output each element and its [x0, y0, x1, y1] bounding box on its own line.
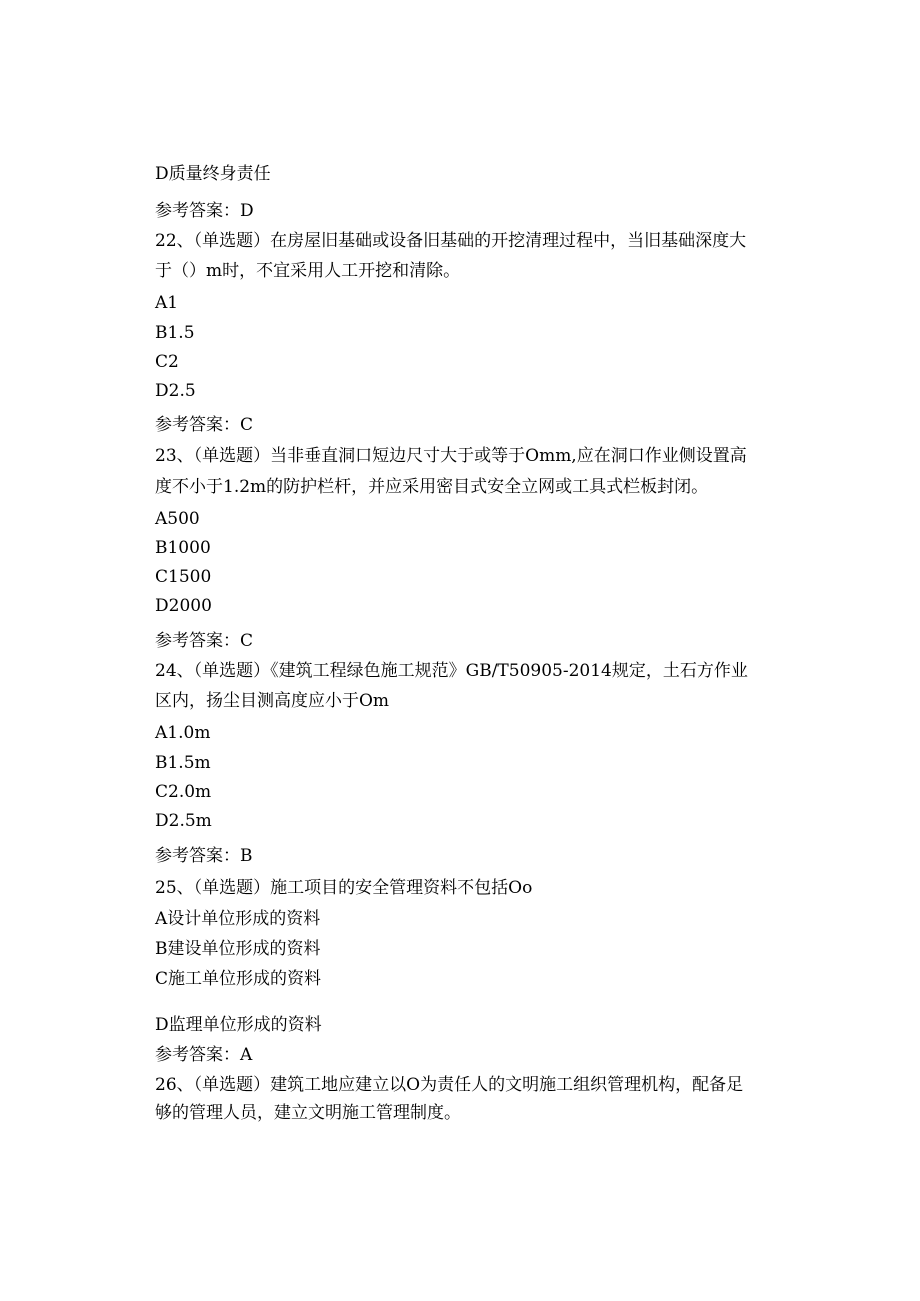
question-24-line-1: 24、（单选题）《建筑工程绿色施工规范》GB/T50905-2014规定，土石方作业 — [155, 661, 748, 681]
option-text: A1 — [155, 293, 179, 313]
answer-text: 参考答案：B — [155, 846, 253, 866]
option-text: D2.5m — [155, 811, 212, 831]
option-text: B1.5m — [155, 753, 211, 773]
option-text: C1500 — [155, 567, 212, 587]
option-text: B1000 — [155, 538, 211, 558]
option-text: D2000 — [155, 596, 212, 616]
option-text: B建设单位形成的资料 — [155, 939, 321, 959]
answer-text: 参考答案：D — [155, 201, 254, 221]
option-text: D质量终身责任 — [155, 164, 271, 184]
answer-text: 参考答案：A — [155, 1045, 253, 1065]
question-26-line-2: 够的管理人员，建立文明施工管理制度。 — [155, 1103, 461, 1123]
option-text: A1.0m — [155, 723, 211, 743]
question-22-line-1: 22、（单选题）在房屋旧基础或设备旧基础的开挖清理过程中，当旧基础深度大 — [155, 231, 747, 251]
question-26-line-1: 26、（单选题）建筑工地应建立以O为责任人的文明施工组织管理机构，配备足 — [155, 1075, 744, 1095]
option-text: D监理单位形成的资料 — [155, 1015, 322, 1035]
question-24-line-2: 区内，扬尘目测高度应小于Om — [155, 691, 390, 711]
option-text: B1.5 — [155, 323, 195, 343]
option-text: C2 — [155, 352, 179, 372]
question-23-line-1: 23、（单选题）当非垂直洞口短边尺寸大于或等于Omm,应在洞口作业侧设置高 — [155, 446, 747, 466]
option-text: C2.0m — [155, 782, 212, 802]
answer-text: 参考答案：C — [155, 631, 254, 651]
option-text: D2.5 — [155, 381, 196, 401]
option-text: C施工单位形成的资料 — [155, 969, 322, 989]
question-22-line-2: 于（）m时，不宜采用人工开挖和清除。 — [155, 261, 461, 281]
question-23-line-2: 度不小于1.2m的防护栏杆，并应采用密目式安全立网或工具式栏板封闭。 — [155, 477, 709, 497]
answer-text: 参考答案：C — [155, 415, 254, 435]
question-25: 25、（单选题）施工项目的安全管理资料不包括Oo — [155, 878, 533, 898]
option-text: A500 — [155, 509, 200, 529]
option-text: A设计单位形成的资料 — [155, 909, 321, 929]
